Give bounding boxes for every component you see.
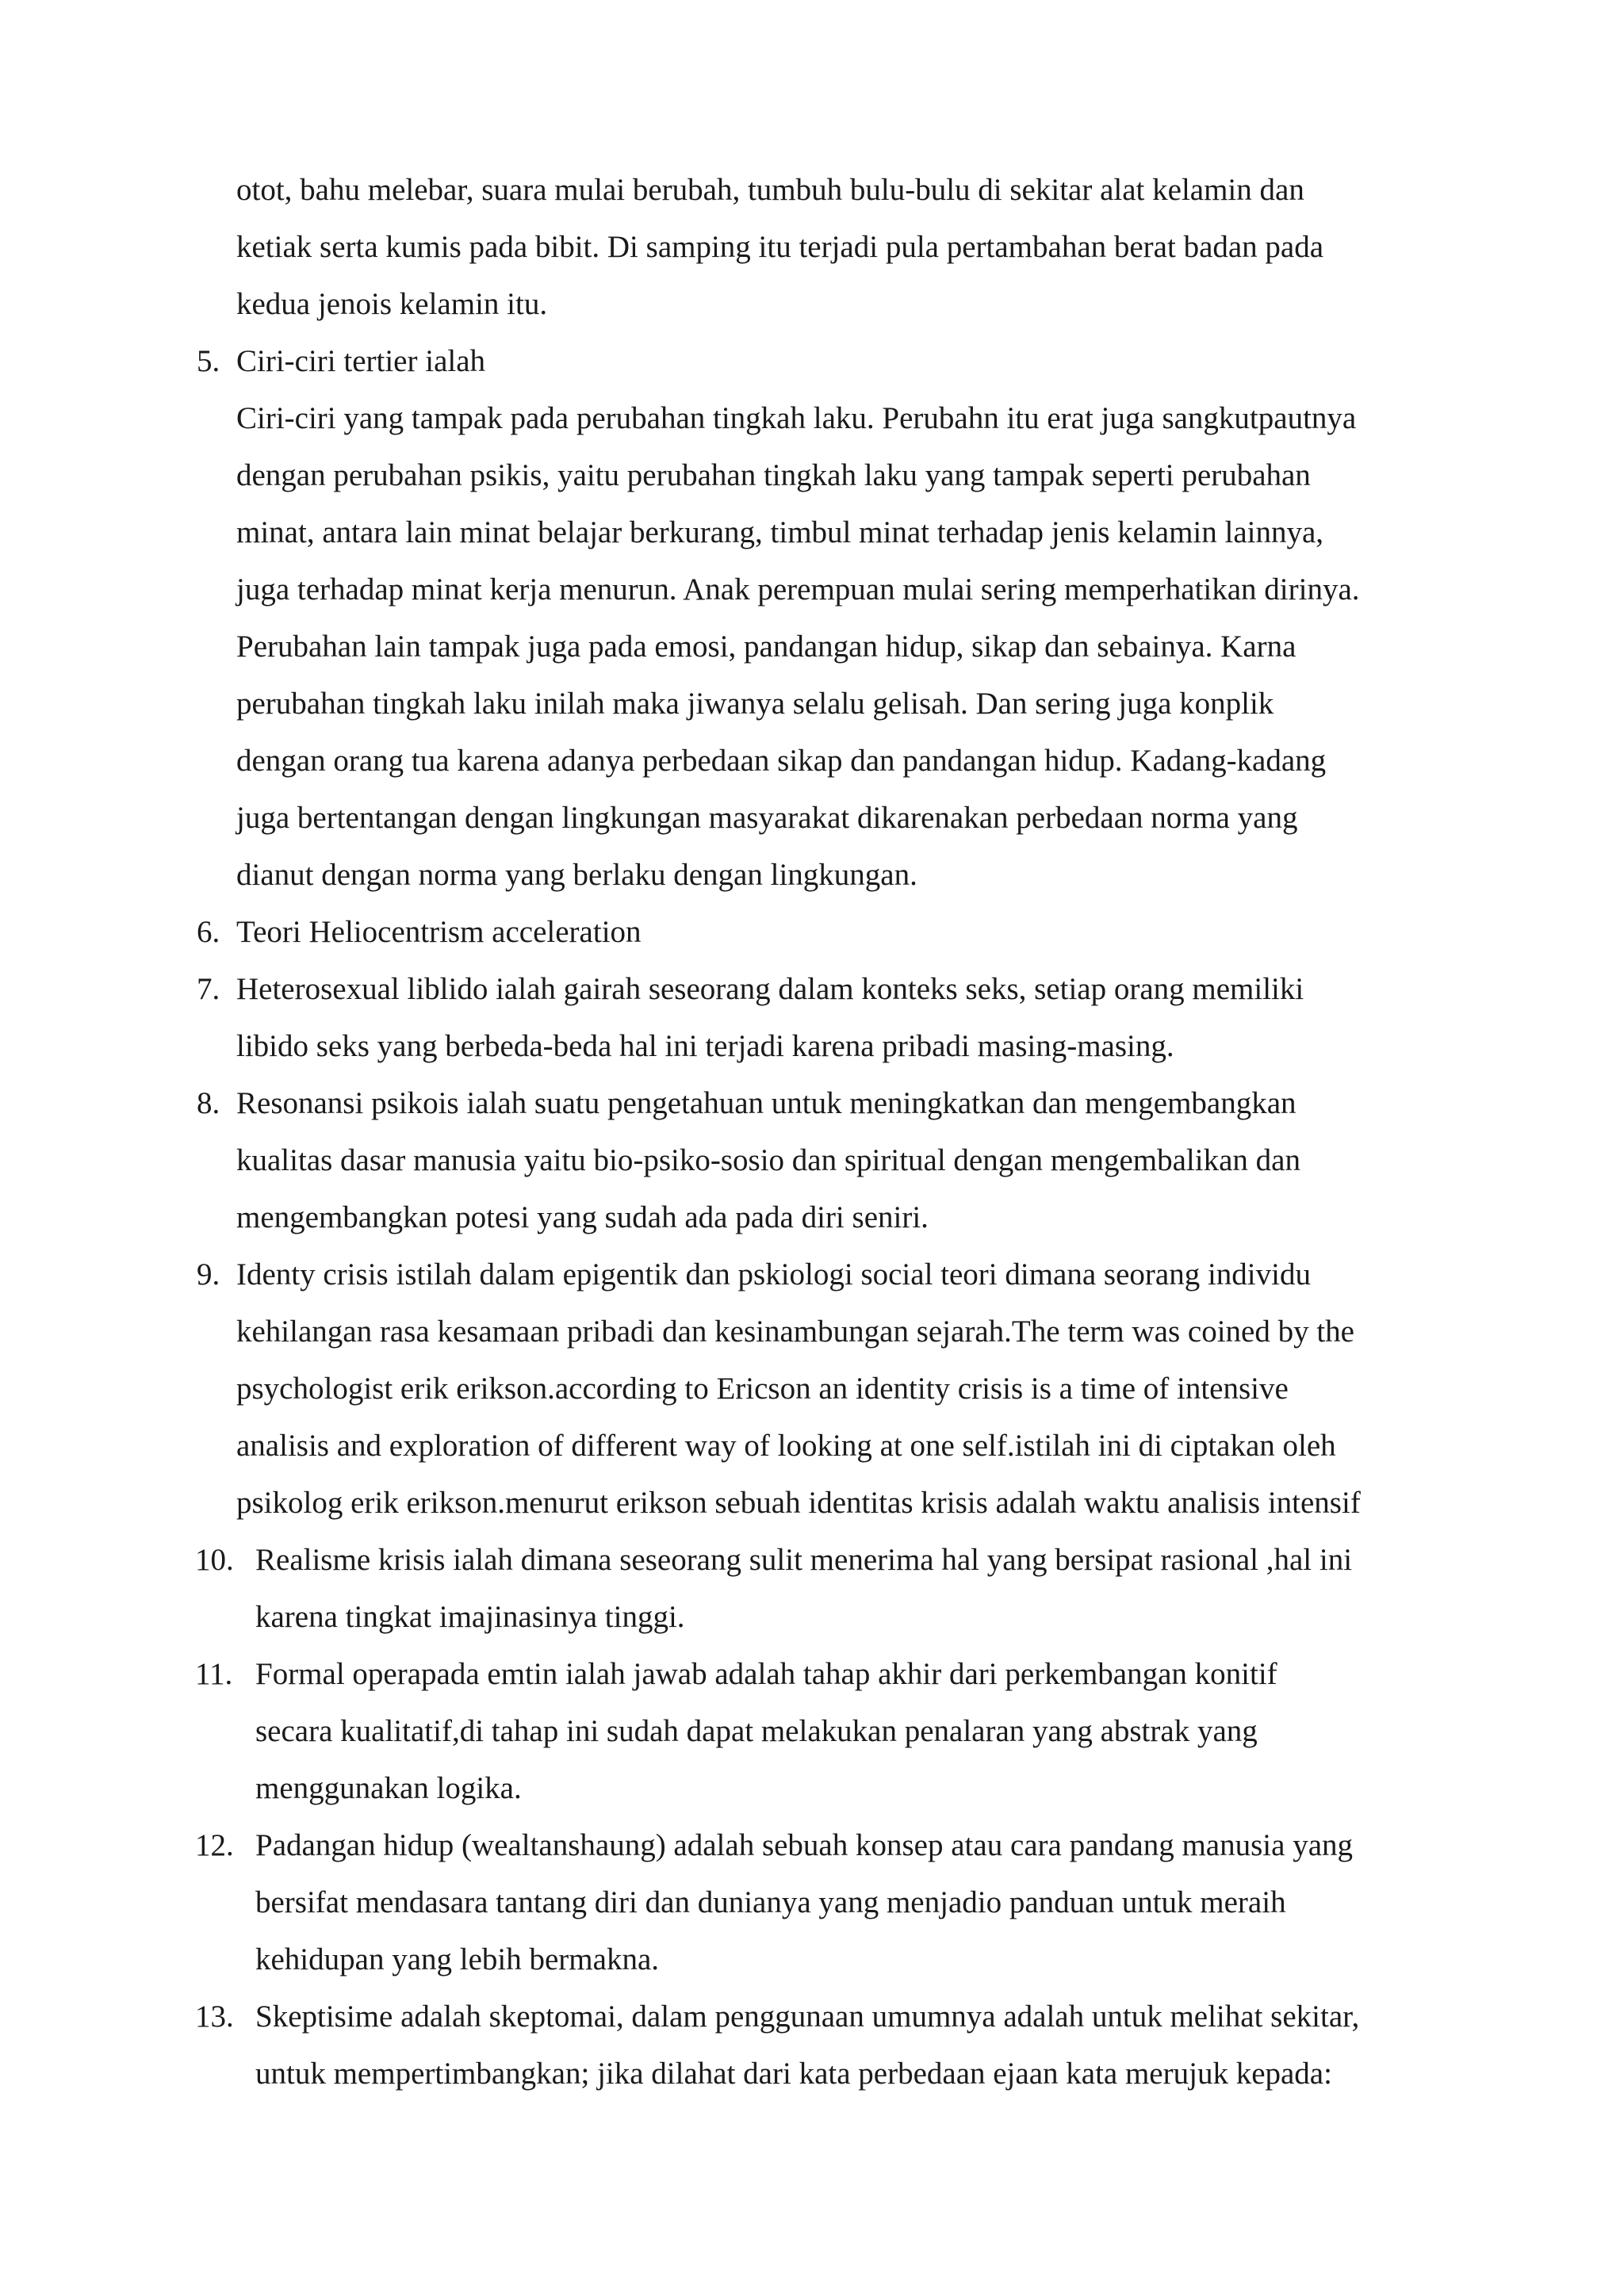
paragraph-text: juga bertentangan dengan lingkungan masyarakat dikarenakan perbedaan norma yang [236,801,1298,835]
paragraph-text: otot, bahu melebar, suara mulai berubah, tumbuh bulu-bulu di sekitar alat kelamin dan [236,173,1304,207]
text-line-item [0,1993,1624,2041]
paragraph-text: psychologist erik erikson.according to Ericson an identity crisis is a time of intensive [236,1372,1289,1406]
paragraph-text: perubahan tingkah laku inilah maka jiwanya selalu gelisah. Dan sering juga konplik [236,687,1274,721]
text-line-item [0,1594,1624,1641]
paragraph-text: kehilangan rasa kesamaan pribadi dan kesinambungan sejarah.The term was coined by the [236,1314,1354,1349]
paragraph-text: juga terhadap minat kerja menurun. Anak perempuan mulai sering memperhatikan dirinya. [236,572,1360,607]
paragraph-text: ketiak serta kumis pada bibit. Di samping itu terjadi pula pertambahan berat badan pada [236,230,1324,264]
text-line-item [0,1651,1624,1698]
text-line-item [0,737,1624,785]
text-line-item [0,851,1624,899]
list-item-number: 10. [195,1543,234,1577]
paragraph-text: Identy crisis istilah dalam epigentik dan pskiologi social teori dimana seorang individu [236,1257,1311,1292]
text-line-intro [0,224,1624,271]
paragraph-text: mengembangkan potesi yang sudah ada pada diri seniri. [236,1200,929,1234]
paragraph-text: secara kualitatif,di tahap ini sudah dapat melakukan penalaran yang abstrak yang [255,1714,1258,1748]
text-line-item [0,1765,1624,1812]
text-line-item [0,1708,1624,1755]
paragraph-text: Formal operapada emtin ialah jawab adalah tahap akhir dari perkembangan konitif [255,1657,1277,1691]
text-line-item [0,1194,1624,1242]
paragraph-text: dengan perubahan psikis, yaitu perubahan tingkah laku yang tampak seperti perubahan [236,458,1311,492]
text-line-item [0,1080,1624,1127]
paragraph-text: Heterosexual liblido ialah gairah seseorang dalam konteks seks, setiap orang memiliki [236,972,1304,1006]
text-line-item [0,1023,1624,1070]
paragraph-text: psikolog erik erikson.menurut erikson sebuah identitas krisis adalah waktu analisis intensif [236,1486,1361,1520]
text-line-item [0,509,1624,557]
text-line-item [0,1536,1624,1584]
paragraph-text: analisis and exploration of different way of looking at one self.istilah ini di ciptakan oleh [236,1429,1336,1463]
list-item-number: 5. [197,344,220,378]
text-line-item [0,1879,1624,1927]
paragraph-text: kedua jenois kelamin itu. [236,287,548,321]
text-line-item [0,395,1624,442]
paragraph-text: karena tingkat imajinasinya tinggi. [255,1600,685,1634]
text-line-intro [0,281,1624,328]
paragraph-text: dianut dengan norma yang berlaku dengan lingkungan. [236,858,917,892]
text-line-item [0,1479,1624,1527]
paragraph-text: minat, antara lain minat belajar berkurang, timbul minat terhadap jenis kelamin lainnya, [236,515,1324,549]
paragraph-text: Teori Heliocentrism acceleration [236,915,642,949]
text-line-item [0,1308,1624,1356]
list-item-number: 11. [195,1657,233,1691]
paragraph-text: Resonansi psikois ialah suatu pengetahuan untuk meningkatkan dan mengembangkan [236,1086,1297,1120]
paragraph-text: kualitas dasar manusia yaitu bio-psiko-sosio dan spiritual dengan mengembalikan dan [236,1143,1300,1177]
paragraph-text: Ciri-ciri yang tampak pada perubahan tingkah laku. Perubahn itu erat juga sangkutpautnya [236,401,1357,435]
text-line-intro [0,166,1624,214]
paragraph-text: untuk mempertimbangkan; jika dilahat dari kata perbedaan ejaan kata merujuk kepada: [255,2057,1332,2091]
text-line-item [0,1251,1624,1299]
text-line-item [0,623,1624,671]
text-line-item [0,680,1624,728]
paragraph-text: libido seks yang berbeda-beda hal ini terjadi karena pribadi masing-masing. [236,1029,1174,1063]
list-item-number: 13. [195,1999,234,2034]
text-line-item [0,794,1624,842]
list-item-number: 12. [195,1828,234,1862]
text-line-item [0,909,1624,956]
text-line-item [0,452,1624,499]
text-line-item [0,1422,1624,1470]
text-line-item [0,2050,1624,2098]
paragraph-text: Perubahan lain tampak juga pada emosi, pandangan hidup, sikap dan sebainya. Karna [236,629,1297,664]
list-item-number: 6. [197,915,220,949]
text-line-item [0,966,1624,1013]
text-line-item [0,1365,1624,1413]
paragraph-text: bersifat mendasara tantang diri dan dunianya yang menjadio panduan untuk meraih [255,1885,1286,1919]
text-line-item [0,338,1624,385]
list-item-number: 8. [197,1086,220,1120]
list-item-number: 7. [197,972,220,1006]
paragraph-text: menggunakan logika. [255,1771,522,1805]
paragraph-text: Ciri-ciri tertier ialah [236,344,486,378]
text-line-item [0,1936,1624,1984]
paragraph-text: Skeptisime adalah skeptomai, dalam penggunaan umumnya adalah untuk melihat sekitar, [255,1999,1360,2034]
text-line-item [0,566,1624,614]
text-line-item [0,1822,1624,1869]
paragraph-text: Padangan hidup (wealtanshaung) adalah sebuah konsep atau cara pandang manusia yang [255,1828,1354,1862]
text-line-item [0,1137,1624,1184]
paragraph-text: Realisme krisis ialah dimana seseorang sulit menerima hal yang bersipat rasional ,hal ini [255,1543,1353,1577]
paragraph-text: dengan orang tua karena adanya perbedaan sikap dan pandangan hidup. Kadang-kadang [236,744,1327,778]
paragraph-text: kehidupan yang lebih bermakna. [255,1942,659,1976]
list-item-number: 9. [197,1257,220,1292]
